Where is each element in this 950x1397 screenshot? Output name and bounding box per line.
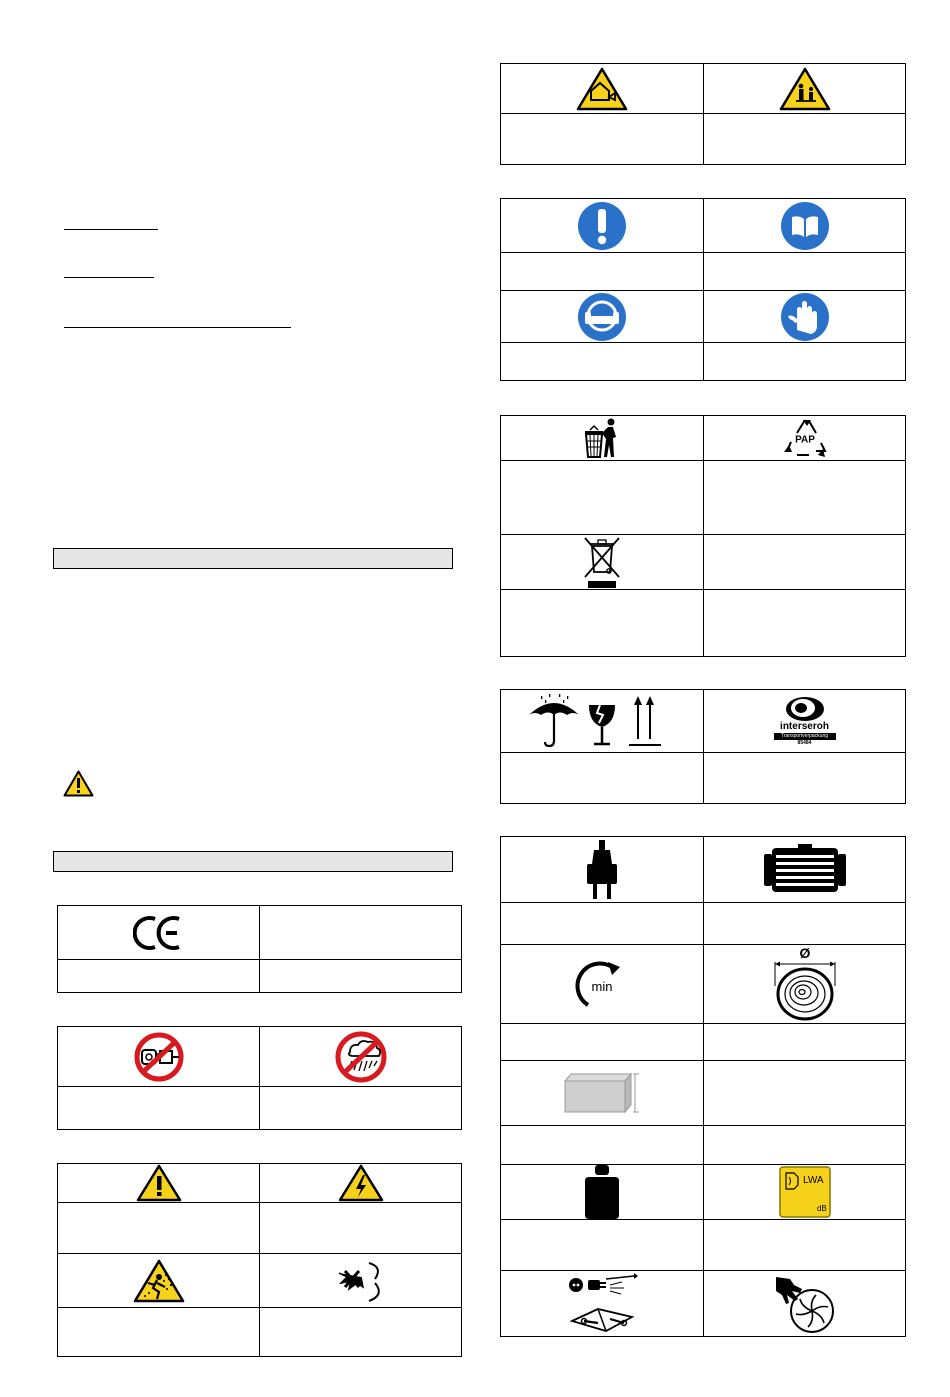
interseroh-brand: interseroh [780, 721, 829, 732]
underline-link-2 [64, 277, 154, 278]
mandatory-exclamation-icon [577, 201, 627, 251]
section-bar-2 [53, 851, 453, 872]
dimensions-box-icon [563, 1071, 641, 1115]
ce-mark-icon [133, 914, 185, 952]
db-label: dB [816, 1204, 827, 1213]
unplug-before-maintenance-icon [566, 1273, 638, 1335]
disposal-table [500, 415, 906, 657]
read-manual-icon [780, 201, 830, 251]
technical-table [500, 836, 906, 1337]
litter-bin-icon [581, 417, 623, 459]
section-bar-1 [53, 548, 453, 569]
protective-gloves-icon [780, 292, 830, 342]
rotation-speed-icon [574, 959, 630, 1009]
this-way-up-icon [629, 696, 661, 745]
underline-link-1 [64, 229, 158, 230]
hand-entanglement-icon [335, 1257, 387, 1305]
warning-house-icon [576, 67, 628, 111]
interseroh-logo-icon [770, 696, 840, 746]
keep-dry-umbrella-icon [529, 694, 579, 746]
pap-recycling-icon [781, 417, 829, 459]
weight-icon [581, 1165, 623, 1219]
log-diameter-icon [769, 946, 841, 1022]
pap-label: PAP [794, 434, 815, 446]
electric-hazard-icon [338, 1164, 384, 1202]
power-plug-icon [584, 840, 620, 900]
underline-link-3 [64, 327, 291, 328]
interseroh-code: 85484 [797, 740, 812, 746]
no-rain-icon [334, 1030, 388, 1084]
packaging-icons [527, 693, 677, 749]
no-unplug-by-cord-icon [133, 1031, 185, 1083]
warning-pair-table [500, 63, 906, 165]
weee-crossed-bin-icon [582, 535, 622, 589]
hand-blade-hazard-icon [774, 1273, 836, 1335]
ce-table [57, 905, 462, 993]
mandatory-table [500, 198, 906, 381]
general-warning-icon [136, 1164, 182, 1202]
motor-icon [762, 844, 848, 896]
packaging-table [500, 689, 906, 804]
lwa-label: LWA [802, 1175, 824, 1186]
warning-triangle-icon [63, 770, 94, 797]
min-label: min [591, 979, 613, 994]
warning-table [57, 1163, 462, 1357]
sound-power-icon [779, 1166, 831, 1218]
fragile-glass-icon [589, 705, 615, 744]
prohibition-table [57, 1026, 462, 1130]
ear-eye-protection-icon [577, 292, 627, 342]
interseroh-swirl-icon [785, 696, 825, 722]
diameter-label: Ø [799, 946, 810, 961]
flying-debris-icon [133, 1259, 185, 1303]
warning-children-icon [779, 67, 831, 111]
interseroh-band: Transportverpackung [774, 733, 836, 740]
